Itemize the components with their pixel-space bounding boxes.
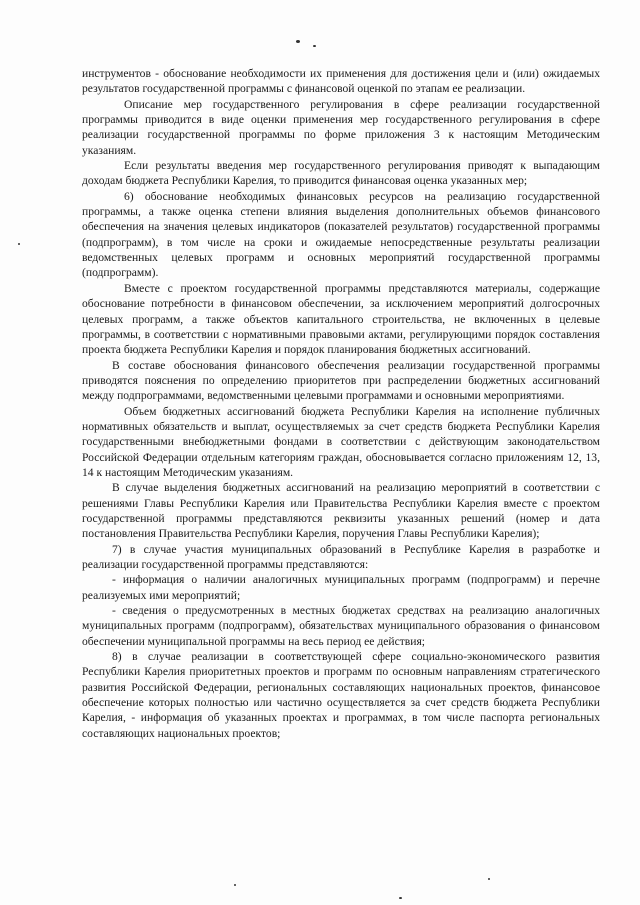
paragraph: Если результаты введения мер государственного регулирования приводят к выпадающим доходам бюджета Республики Карелия, то приводится финансовая оценка указанных мер; (82, 159, 600, 188)
paragraph: - информация о наличии аналогичных муниципальных программ (подпрограмм) и перечне реализуемых ими мероприятий; (82, 573, 600, 602)
paragraph: Описание мер государственного регулирования в сфере реализации государственной программы приводится в виде оценки применения мер государственного регулирования в сфере реализации государственной программы по форме приложения 3 к настоящим Методическим указаниям. (82, 97, 600, 157)
paragraph: В случае выделения бюджетных ассигнований на реализацию мероприятий в соответствии с решениями Главы Республики Карелия или Правительства Республики Карелия вместе с проектом государственной программы представляются реквизиты указанных решений (номер и дата постановления Правительства Республики Карелия, поручения Главы Республики Карелия); (82, 481, 600, 541)
scan-speck (488, 878, 490, 880)
paragraph: Вместе с проектом государственной программы представляются материалы, содержащие обоснование потребности в финансовом обеспечении, за исключением мероприятий долгосрочных целевых программ, а также объектов капитального строительства, не включенных в целевые программы, в соответствии с нормативными правовыми актами, регулирующими порядок составления проекта бюджета Республики Карелия и порядок планирования бюджетных ассигнований. (82, 281, 600, 357)
paragraph: - сведения о предусмотренных в местных бюджетах средствах на реализацию аналогичных муниципальных программ (подпрограмм), обязательствах муниципального образования о финансовом обеспечении муниципальной программы на весь период ее действия; (82, 604, 600, 648)
scan-speck (296, 40, 300, 43)
paragraph: Объем бюджетных ассигнований бюджета Республики Карелия на исполнение публичных нормативных обязательств и выплат, осуществляемых за счет средств бюджета Республики Карелия государственными внебюджетными фондами в соответствии с действующим законодательством Российской Федерации отдельным категориям граждан, обосновывается согласно приложениям 12, 13, 14 к настоящим Методическим указаниям. (82, 404, 600, 479)
paragraph: В составе обоснования финансового обеспечения реализации государственной программы приводятся пояснения по определению приоритетов при распределении бюджетных ассигнований между подпрограммами, ведомственными целевыми программами и основными мероприятиями. (82, 358, 600, 403)
document-body (82, 66, 600, 741)
paragraph: инструментов - обоснование необходимости их применения для достижения цели и (или) ожидаемых результатов государственной программы с финансовой оценкой по этапам ее реализации. (82, 67, 600, 96)
paragraph: 8) в случае реализации в соответствующей сфере социально-экономического развития Республики Карелия приоритетных проектов и программ по основным направлениям стратегического развития Российской Федерации, региональных составляющих национальных проектов, финансовое обеспечение которых полностью или частично осуществляется за счет средств бюджета Республики Карелия, - информация об указанных проектах и программах, в том числе паспорта региональных составляющих национальных проектов; (82, 650, 600, 740)
scan-speck (234, 884, 236, 886)
scan-speck (18, 243, 20, 245)
scan-speck (313, 45, 316, 47)
paragraph: 7) в случае участия муниципальных образований в Республике Карелия в разработке и реализации государственной программы представляются: (82, 542, 600, 571)
paragraph: 6) обоснование необходимых финансовых ресурсов на реализацию государственной программы, а также оценка степени влияния выделения дополнительных объемов финансового обеспечения на значения целевых индикаторов (показателей результатов) государственной программы (подпрограмм), в том числе на сроки и ожидаемые непосредственные результаты реализации ведомственных целевых программ и основных мероприятий государственной программы (подпрограмм). (82, 189, 600, 280)
scan-speck (399, 897, 402, 899)
